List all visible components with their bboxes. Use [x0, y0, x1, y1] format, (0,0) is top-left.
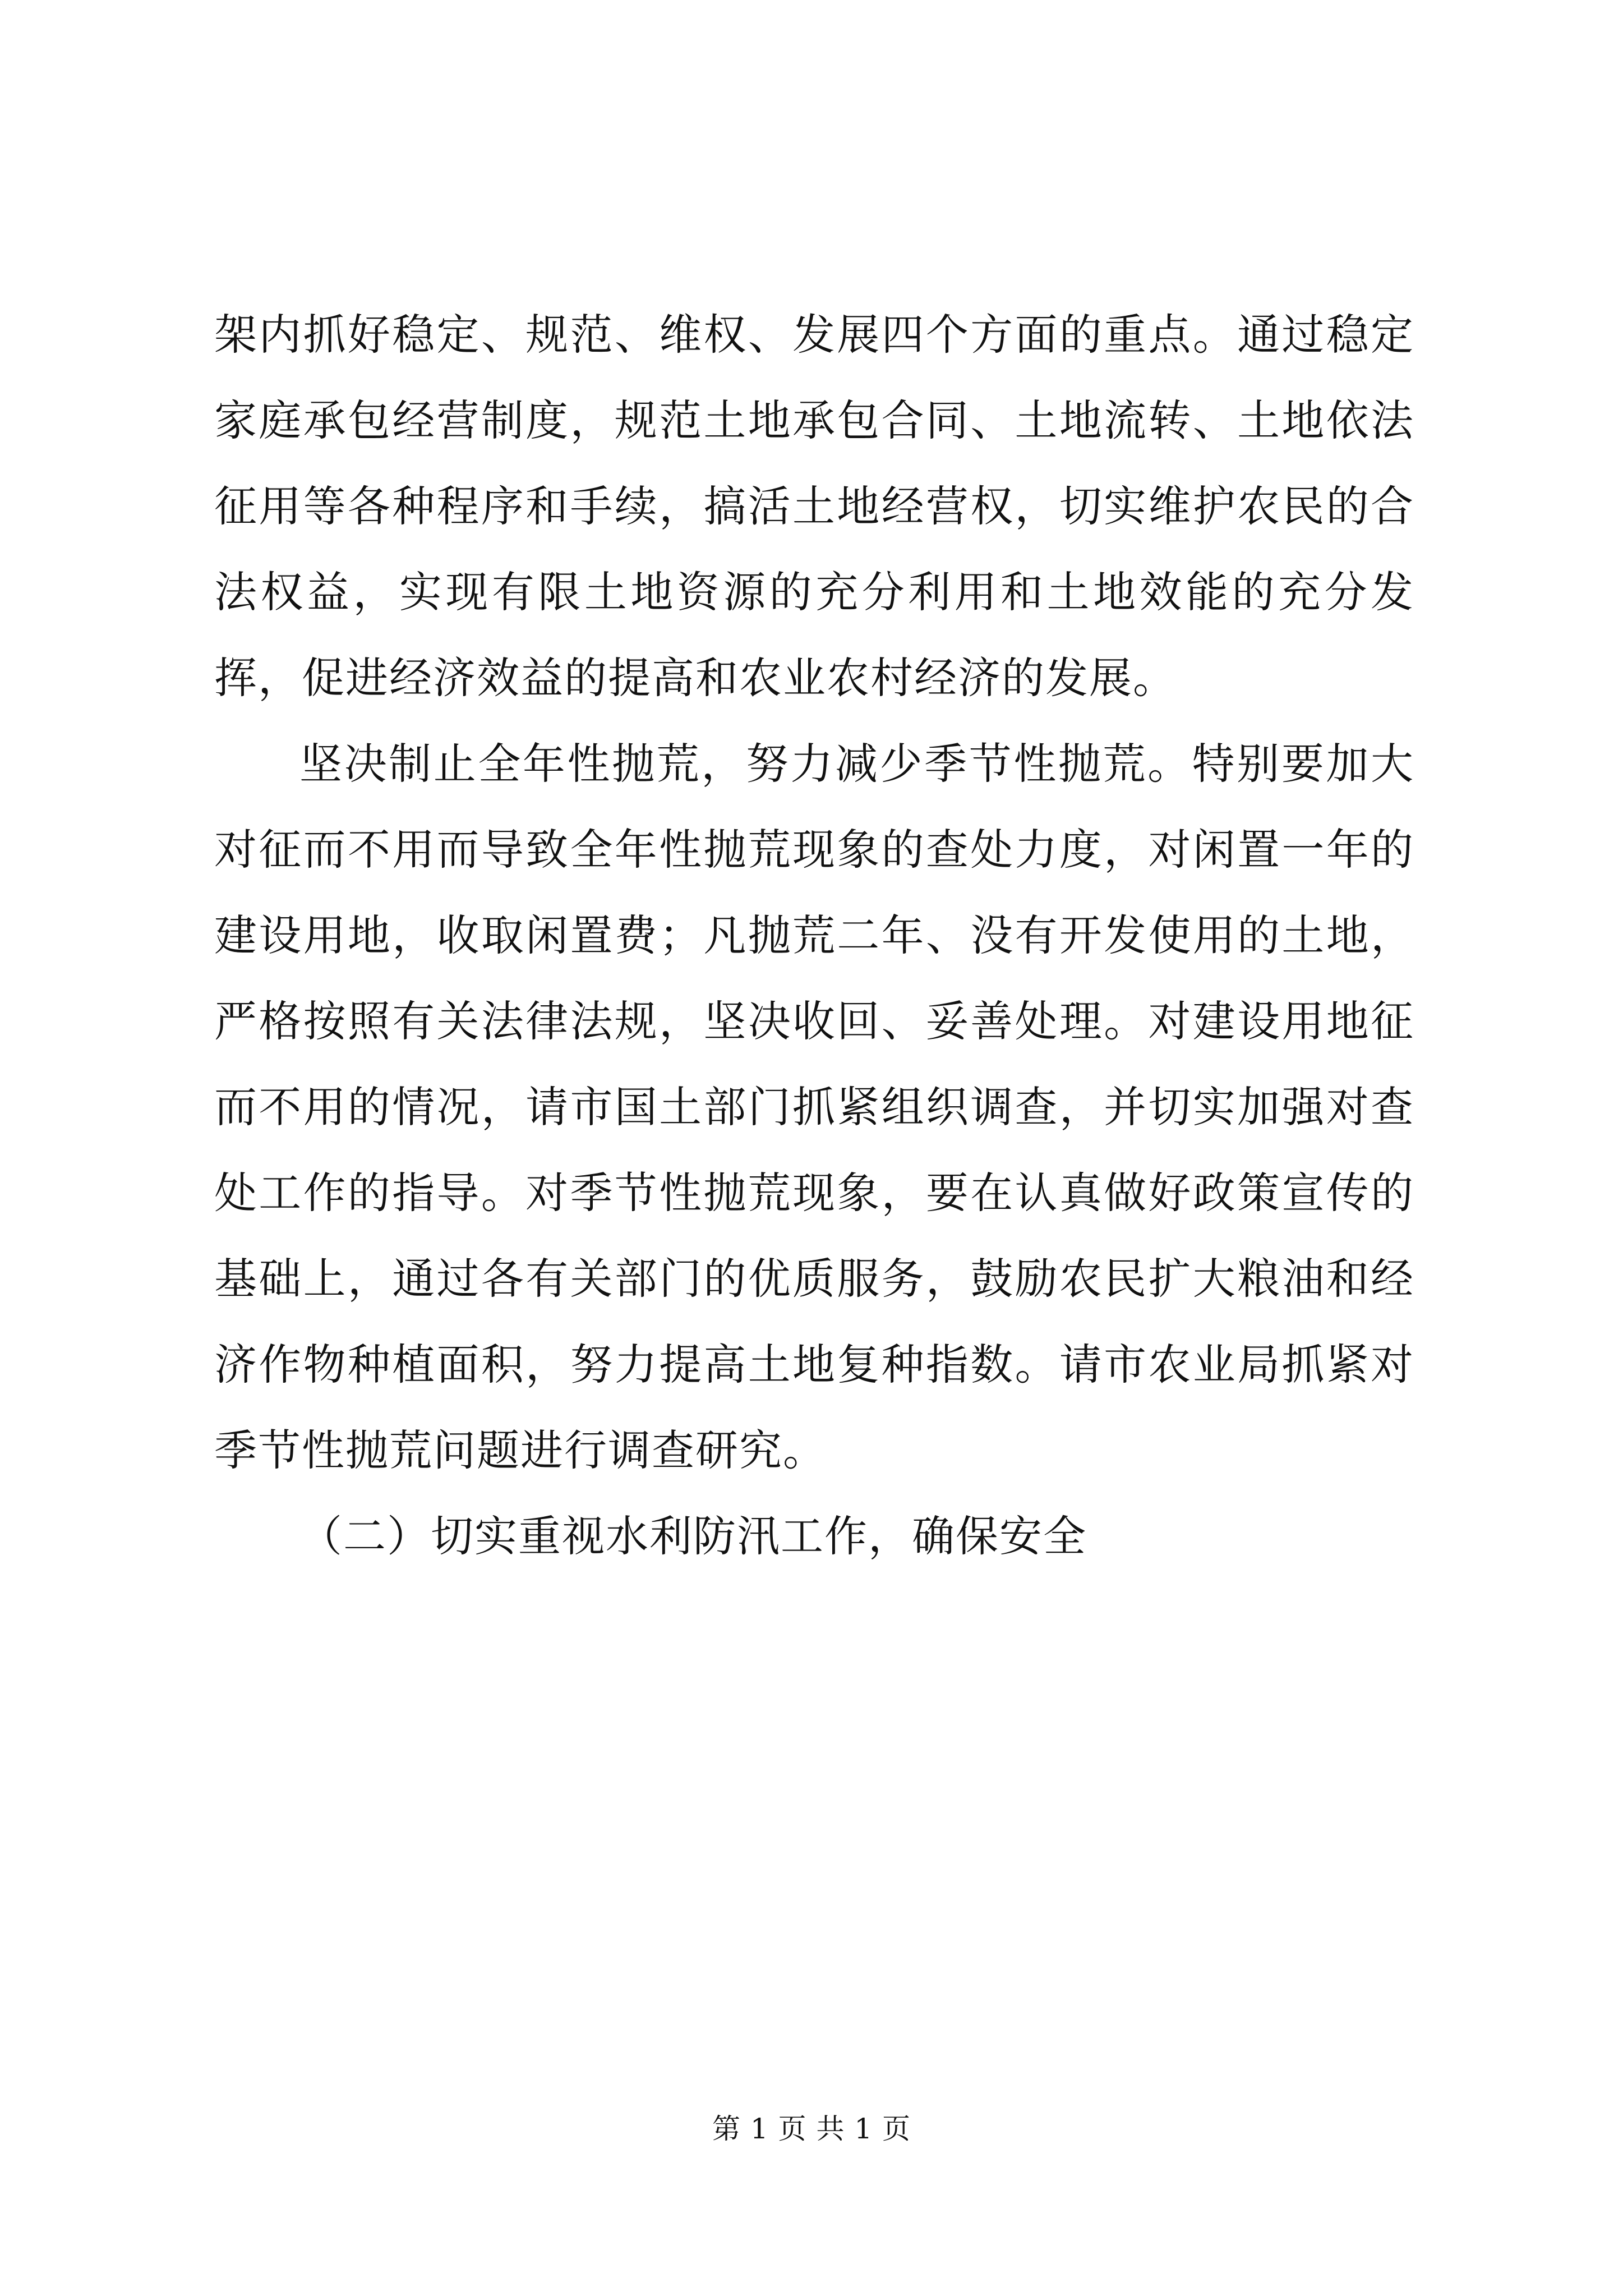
section-heading: （二）切实重视水利防汛工作，确保安全	[299, 1511, 1087, 1561]
paragraph-land-abandonment: 坚决制止全年性抛荒，努力减少季节性抛荒。特别要加大对征而不用而导致全年性抛荒现象的查处力度，对闲置一年的建设用地，收取闲置费；凡抛荒二年、没有开发使用的土地，严格按照有关法律法规，坚决收回、妥善处理。对建设用地征而不用的情况，请市国土部门抓紧组织调查，并切实加强对查处工作的指导。对季节性抛荒现象，要在认真做好政策宣传的基础上，通过各有关部门的优质服务，鼓励农民扩大粮油和经济作物种植面积，努力提高土地复种指数。请市农业局抓紧对季节性抛荒问题进行调查研究。	[214, 739, 1414, 1475]
page-footer: 第 1 页 共 1 页	[712, 2113, 911, 2145]
paragraph-continued: 架内抓好稳定、规范、维权、发展四个方面的重点。通过稳定家庭承包经营制度，规范土地承包合同、土地流转、土地依法征用等各种程序和手续，搞活土地经营权，切实维护农民的合法权益，实现有限土地资源的充分利用和土地效能的充分发挥，促进经济效益的提高和农业农村经济的发展。	[214, 310, 1414, 703]
document-body	[214, 292, 1414, 1579]
